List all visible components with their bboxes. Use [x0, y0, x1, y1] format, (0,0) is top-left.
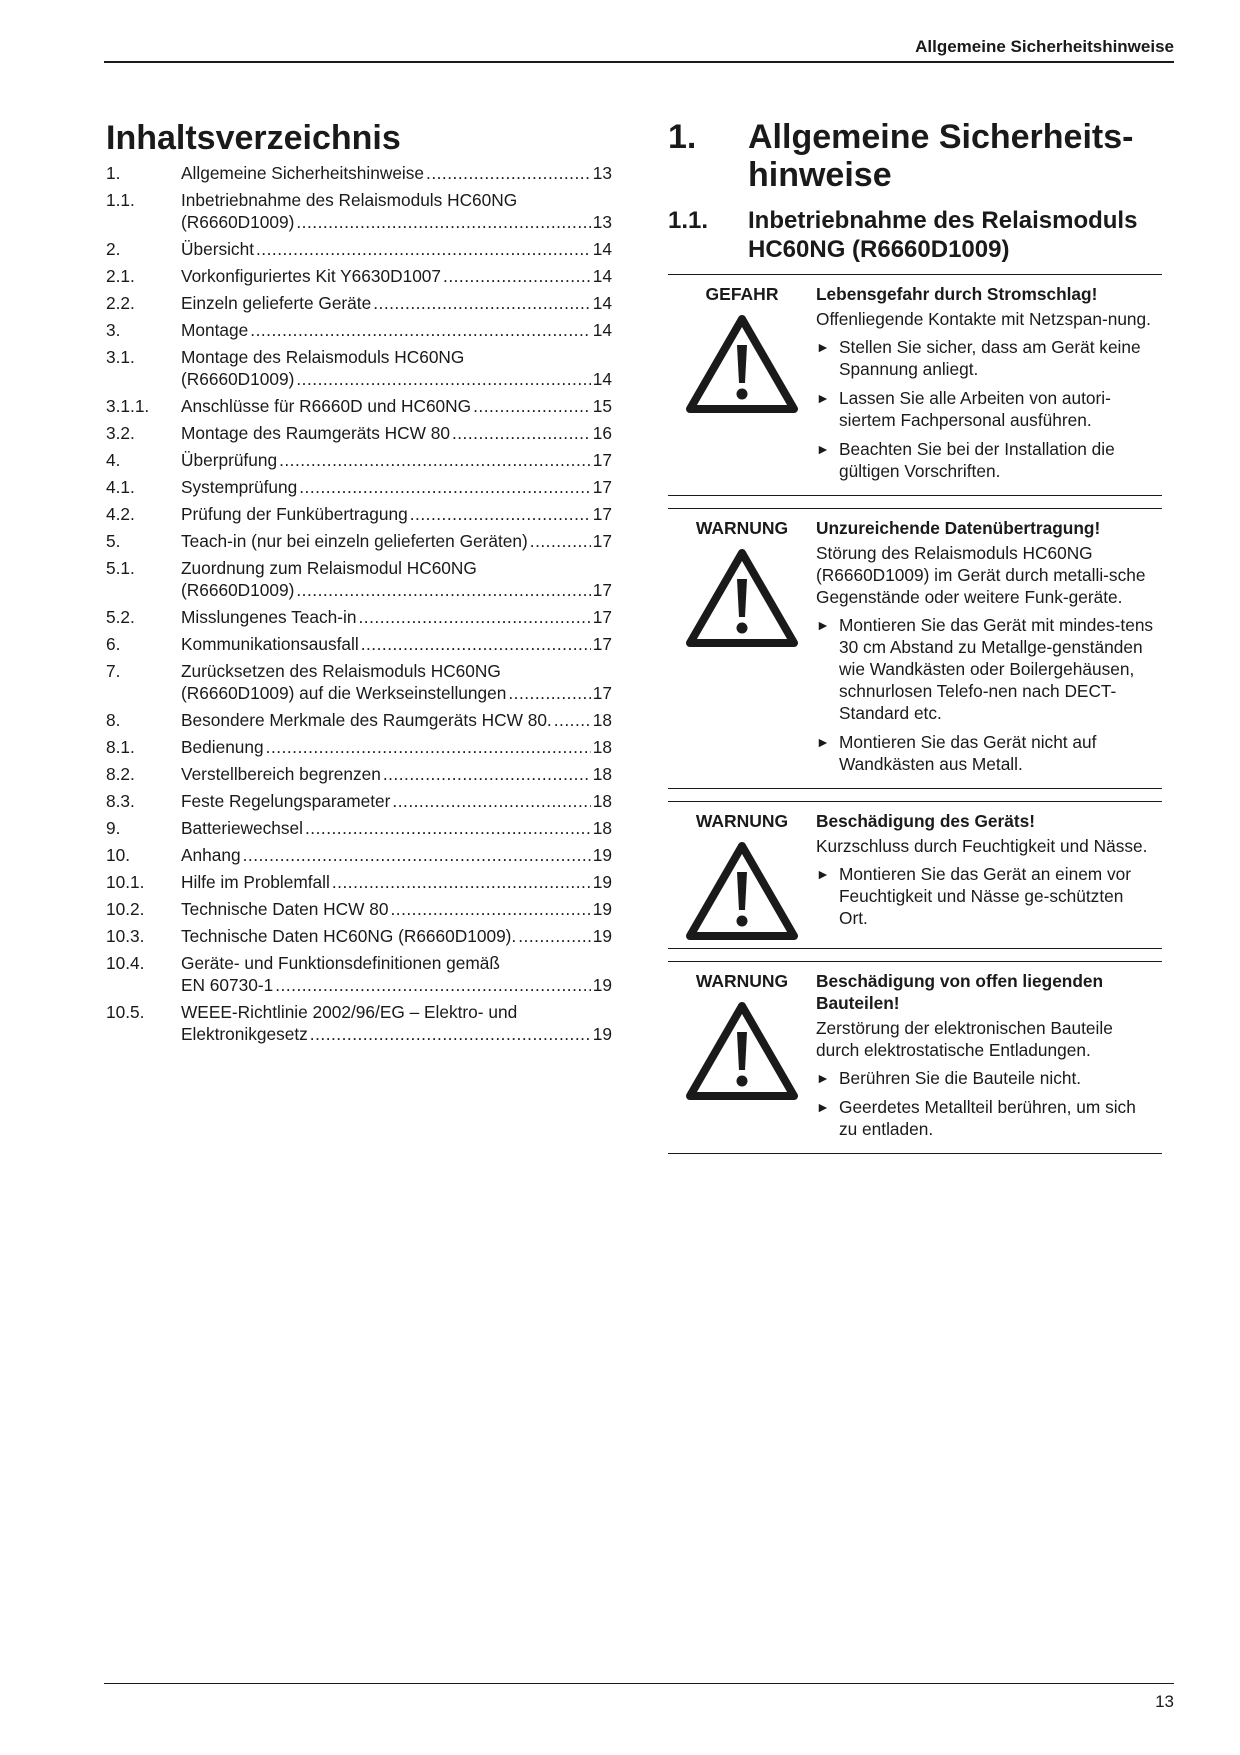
toc-entry-last-line: [181, 925, 612, 947]
toc-dot-leader: [530, 530, 591, 552]
instruction-text: Geerdetes Metallteil berühren, um sich zu entladen.: [839, 1097, 1136, 1139]
arrow-bullet-icon: ►: [816, 617, 830, 633]
warning-triangle-icon: [684, 840, 800, 942]
toc-entry-number: 1.: [106, 163, 121, 183]
toc-entry: [106, 952, 612, 996]
toc-entry-number: 10.5.: [106, 1002, 145, 1022]
toc-entry-title: Elektronikgesetz: [181, 1024, 308, 1044]
toc-entry-number: 3.2.: [106, 423, 135, 443]
running-title: Allgemeine Sicherheitshinweise: [915, 37, 1174, 56]
page-number: 13: [1155, 1692, 1174, 1711]
toc-entry-title: EN 60730-1: [181, 975, 274, 995]
arrow-bullet-icon: ►: [816, 866, 830, 882]
toc-entry-title: Einzeln gelieferte Geräte: [181, 293, 372, 313]
warning-title: Beschädigung des Geräts!: [816, 811, 1035, 831]
toc-entry-page: 17: [592, 580, 612, 600]
toc-dot-leader: [256, 238, 591, 260]
arrow-bullet-icon: ►: [816, 1099, 830, 1115]
subsection-heading: [668, 206, 1162, 264]
toc-entry: [106, 292, 612, 314]
toc-entry-last-line: [181, 503, 612, 525]
instruction-item: [816, 1096, 1154, 1140]
toc-entry-title: Kommunikationsausfall: [181, 634, 359, 654]
toc-entry-title: Feste Regelungsparameter: [181, 791, 391, 811]
toc-entry-last-line: [181, 579, 612, 601]
warning-description: Zerstörung der elektronischen Bauteile durch elektrostatische Entladungen.: [816, 1018, 1113, 1060]
toc-entry-title: Vorkonfiguriertes Kit Y6630D1007: [181, 266, 442, 286]
toc-entry: [106, 844, 612, 866]
toc-entry-title: Technische Daten HCW 80: [181, 899, 389, 919]
warning-signal: [668, 970, 816, 1147]
toc-entry-title: (R6660D1009) auf die Werkseinstellungen: [181, 683, 507, 703]
toc-entry-last-line: [181, 162, 612, 184]
warning-description: Offenliegende Kontakte mit Netzspan-nung.: [816, 309, 1151, 329]
toc-entry-number: 6.: [106, 634, 121, 654]
signal-word: GEFAHR: [705, 284, 779, 304]
toc-entry-last-line: [181, 790, 612, 812]
instruction-text: Beachten Sie bei der Installation die gültigen Vorschriften.: [839, 439, 1115, 481]
warning-instructions: [816, 614, 1154, 775]
toc-entry-title: Bedienung: [181, 737, 264, 757]
toc-entry-number: 4.1.: [106, 477, 135, 497]
warning-triangle-icon: [684, 547, 800, 649]
subsection-title-line1: Inbetriebnahme des Relaismoduls: [748, 207, 1138, 234]
warning-signal: [668, 810, 816, 942]
instruction-text: Montieren Sie das Gerät nicht auf Wandkästen aus Metall.: [839, 732, 1097, 774]
toc-entry-last-line: [181, 974, 612, 996]
toc-list: [106, 162, 612, 1045]
toc-entry-page: 19: [592, 975, 612, 995]
table-of-contents: [106, 118, 612, 1050]
toc-entry-page: 18: [592, 791, 612, 811]
toc-entry-title: Prüfung der Funkübertragung: [181, 504, 408, 524]
toc-entry-title-line: Montage des Relaismoduls HC60NG: [181, 347, 465, 367]
warning-content: [816, 810, 1162, 942]
toc-entry-page: 19: [592, 926, 612, 946]
toc-entry-title: (R6660D1009): [181, 212, 295, 232]
toc-entry-title: Montage: [181, 320, 249, 340]
toc-entry-title: Übersicht: [181, 239, 254, 259]
toc-entry-last-line: [181, 422, 612, 444]
toc-entry-number: 5.: [106, 531, 121, 551]
toc-entry: [106, 319, 612, 341]
toc-entry-title: Allgemeine Sicherheitshinweise: [181, 163, 425, 183]
page-footer-rule: [104, 1683, 1174, 1684]
toc-entry-last-line: [181, 709, 612, 731]
toc-entry-number: 10.3.: [106, 926, 145, 946]
toc-entry: [106, 449, 612, 471]
toc-entry-title: Anhang: [181, 845, 241, 865]
toc-dot-leader: [266, 736, 591, 758]
toc-dot-leader: [518, 925, 591, 947]
toc-entry-last-line: [181, 763, 612, 785]
toc-entry-last-line: [181, 530, 612, 552]
toc-entry-number: 10.: [106, 845, 131, 865]
toc-entry: [106, 898, 612, 920]
toc-entry-last-line: [181, 238, 612, 260]
warning-triangle-icon: [684, 313, 800, 415]
warning-content: [816, 970, 1162, 1147]
toc-dot-leader: [443, 265, 591, 287]
toc-entry-number: 3.1.: [106, 347, 135, 367]
toc-entry-last-line: [181, 606, 612, 628]
toc-entry-last-line: [181, 871, 612, 893]
subsection-title-line2: HC60NG (R6660D1009): [748, 236, 1010, 263]
toc-dot-leader: [279, 449, 591, 471]
toc-dot-leader: [390, 898, 590, 920]
toc-dot-leader: [250, 319, 591, 341]
toc-entry-page: 18: [592, 764, 612, 784]
toc-entry-page: 19: [592, 872, 612, 892]
warning-title: Beschädigung von offen liegenden Bauteilen!: [816, 971, 1104, 1013]
toc-entry-last-line: [181, 368, 612, 390]
toc-entry: [106, 736, 612, 758]
signal-word: WARNUNG: [695, 811, 789, 831]
toc-entry-number: 1.1.: [106, 190, 135, 210]
warning-instructions: [816, 336, 1154, 482]
page-header: [104, 37, 1174, 63]
toc-entry-page: 14: [592, 239, 612, 259]
toc-dot-leader: [383, 763, 591, 785]
toc-entry-last-line: [181, 682, 612, 704]
toc-dot-leader: [296, 579, 590, 601]
toc-entry-title: Montage des Raumgeräts HCW 80: [181, 423, 450, 443]
instruction-text: Berühren Sie die Bauteile nicht.: [839, 1068, 1082, 1088]
toc-entry-title: Hilfe im Problemfall: [181, 872, 330, 892]
toc-entry-number: 4.: [106, 450, 121, 470]
toc-dot-leader: [296, 368, 590, 390]
toc-entry-title-line: Zuordnung zum Relaismodul HC60NG: [181, 558, 477, 578]
toc-entry-page: 17: [592, 477, 612, 497]
instruction-text: Stellen Sie sicher, dass am Gerät keine Spannung anliegt.: [839, 337, 1141, 379]
toc-dot-leader: [305, 817, 591, 839]
warning-box: [668, 274, 1162, 496]
toc-entry: [106, 346, 612, 390]
toc-entry-number: 10.4.: [106, 953, 145, 973]
toc-entry-page: 14: [592, 293, 612, 313]
toc-entry-number: 10.1.: [106, 872, 145, 892]
toc-dot-leader: [275, 974, 591, 996]
arrow-bullet-icon: ►: [816, 734, 830, 750]
toc-entry-last-line: [181, 817, 612, 839]
toc-dot-leader: [332, 871, 591, 893]
arrow-bullet-icon: ►: [816, 339, 830, 355]
toc-entry-number: 8.2.: [106, 764, 135, 784]
warning-instructions: [816, 863, 1154, 929]
toc-dot-leader: [296, 211, 590, 233]
toc-entry-title: Batteriewechsel: [181, 818, 303, 838]
warning-description: Kurzschluss durch Feuchtigkeit und Nässe.: [816, 836, 1148, 856]
toc-entry: [106, 162, 612, 184]
toc-entry-title-line: Zurücksetzen des Relaismoduls HC60NG: [181, 661, 501, 681]
section-number: 1.: [668, 118, 697, 156]
toc-entry-page: 14: [592, 320, 612, 340]
toc-entry-last-line: [181, 898, 612, 920]
signal-word: WARNUNG: [695, 971, 789, 991]
toc-entry-page: 13: [592, 163, 612, 183]
warning-box: [668, 801, 1162, 949]
warning-triangle-icon: [684, 1000, 800, 1102]
toc-entry: [106, 189, 612, 233]
toc-entry-last-line: [181, 265, 612, 287]
warning-title: Lebensgefahr durch Stromschlag!: [816, 284, 1098, 304]
instruction-item: [816, 1067, 1154, 1089]
instruction-item: [816, 731, 1154, 775]
toc-entry-number: 2.: [106, 239, 121, 259]
toc-entry: [106, 817, 612, 839]
toc-entry: [106, 395, 612, 417]
toc-entry-last-line: [181, 844, 612, 866]
toc-entry: [106, 422, 612, 444]
toc-entry-title-line: Inbetriebnahme des Relaismoduls HC60NG: [181, 190, 518, 210]
toc-entry-number: 8.: [106, 710, 121, 730]
section-heading: [668, 118, 1162, 194]
toc-entry-page: 17: [592, 531, 612, 551]
toc-dot-leader: [358, 606, 590, 628]
toc-entry: [106, 238, 612, 260]
toc-entry: [106, 709, 612, 731]
warning-list: [668, 274, 1162, 1154]
warning-signal: [668, 283, 816, 489]
safety-section: [668, 118, 1162, 1154]
warning-content: [816, 283, 1162, 489]
warning-instructions: [816, 1067, 1154, 1140]
toc-entry-page: 18: [592, 818, 612, 838]
instruction-item: [816, 438, 1154, 482]
section-title-line2: hinweise: [748, 156, 892, 194]
toc-entry-last-line: [181, 292, 612, 314]
toc-entry: [106, 557, 612, 601]
signal-word: WARNUNG: [695, 518, 789, 538]
toc-entry-page: 15: [592, 396, 612, 416]
toc-entry: [106, 476, 612, 498]
toc-entry-number: 8.3.: [106, 791, 135, 811]
toc-dot-leader: [452, 422, 591, 444]
toc-entry-page: 19: [592, 845, 612, 865]
toc-entry-page: 13: [592, 212, 612, 232]
toc-entry: [106, 1001, 612, 1045]
toc-entry-number: 8.1.: [106, 737, 135, 757]
toc-entry-number: 5.2.: [106, 607, 135, 627]
toc-entry: [106, 763, 612, 785]
instruction-item: [816, 387, 1154, 431]
instruction-item: [816, 336, 1154, 380]
instruction-item: [816, 863, 1154, 929]
toc-dot-leader: [473, 395, 591, 417]
toc-entry-page: 17: [592, 607, 612, 627]
toc-dot-leader: [554, 709, 591, 731]
subsection-number: 1.1.: [668, 207, 709, 234]
toc-entry-last-line: [181, 736, 612, 758]
toc-entry-number: 4.2.: [106, 504, 135, 524]
toc-entry: [106, 633, 612, 655]
toc-entry-title-line: Geräte- und Funktionsdefinitionen gemäß: [181, 953, 500, 973]
toc-entry-number: 7.: [106, 661, 121, 681]
toc-entry: [106, 660, 612, 704]
toc-dot-leader: [392, 790, 590, 812]
toc-entry-title: Überprüfung: [181, 450, 278, 470]
toc-entry-number: 5.1.: [106, 558, 135, 578]
toc-entry-page: 17: [592, 450, 612, 470]
toc-entry-page: 17: [592, 683, 612, 703]
instruction-text: Montieren Sie das Gerät mit mindes-tens 30 cm Abstand zu Metallge-genständen wie Wandkästen oder Boilergehäusen, schnurlosen Telefo-nen nach DECT-Standard etc.: [839, 615, 1154, 723]
toc-entry-page: 16: [592, 423, 612, 443]
toc-entry-number: 2.2.: [106, 293, 135, 313]
toc-entry-title: Technische Daten HC60NG (R6660D1009).: [181, 926, 517, 946]
toc-entry-page: 18: [592, 737, 612, 757]
warning-content: [816, 517, 1162, 782]
arrow-bullet-icon: ►: [816, 1070, 830, 1086]
toc-entry-number: 9.: [106, 818, 121, 838]
arrow-bullet-icon: ►: [816, 390, 830, 406]
toc-entry-page: 14: [592, 266, 612, 286]
toc-entry-title: (R6660D1009): [181, 369, 295, 389]
toc-entry: [106, 790, 612, 812]
toc-dot-leader: [299, 476, 591, 498]
toc-entry-title-line: WEEE-Richtlinie 2002/96/EG – Elektro- und: [181, 1002, 518, 1022]
instruction-text: Lassen Sie alle Arbeiten von autori-siertem Fachpersonal ausführen.: [839, 388, 1111, 430]
arrow-bullet-icon: ►: [816, 441, 830, 457]
toc-dot-leader: [373, 292, 591, 314]
toc-entry-page: 17: [592, 634, 612, 654]
instruction-item: [816, 614, 1154, 724]
toc-entry: [106, 871, 612, 893]
toc-entry-title: Teach-in (nur bei einzeln gelieferten Geräten): [181, 531, 528, 551]
toc-title: Inhaltsverzeichnis: [106, 119, 401, 157]
toc-entry-page: 19: [592, 899, 612, 919]
toc-entry-title: Verstellbereich begrenzen: [181, 764, 381, 784]
toc-dot-leader: [410, 503, 591, 525]
toc-entry-page: 19: [592, 1024, 612, 1044]
toc-entry-number: 2.1.: [106, 266, 135, 286]
toc-entry: [106, 503, 612, 525]
toc-entry-title: Misslungenes Teach-in: [181, 607, 357, 627]
toc-dot-leader: [361, 633, 591, 655]
toc-entry-title: Besondere Merkmale des Raumgeräts HCW 80.: [181, 710, 552, 730]
warning-box: [668, 961, 1162, 1154]
toc-entry-title: Anschlüsse für R6660D und HC60NG: [181, 396, 472, 416]
warning-signal: [668, 517, 816, 782]
toc-dot-leader: [508, 682, 590, 704]
toc-entry-last-line: [181, 1023, 612, 1045]
instruction-text: Montieren Sie das Gerät an einem vor Feuchtigkeit und Nässe ge-schützten Ort.: [839, 864, 1132, 928]
warning-description: Störung des Relaismoduls HC60NG (R6660D1009) im Gerät durch metalli-sche Gegenstände oder weitere Funk-geräte.: [816, 543, 1146, 607]
toc-dot-leader: [310, 1023, 591, 1045]
toc-entry-number: 3.1.1.: [106, 396, 150, 416]
toc-entry: [106, 265, 612, 287]
toc-entry-last-line: [181, 633, 612, 655]
toc-entry-title: Systemprüfung: [181, 477, 298, 497]
section-title-line1: Allgemeine Sicherheits-: [748, 118, 1134, 156]
toc-entry-last-line: [181, 449, 612, 471]
warning-title: Unzureichende Datenübertragung!: [816, 518, 1101, 538]
toc-entry: [106, 925, 612, 947]
toc-dot-leader: [243, 844, 591, 866]
toc-entry-number: 10.2.: [106, 899, 145, 919]
toc-entry-last-line: [181, 395, 612, 417]
toc-entry-last-line: [181, 211, 612, 233]
toc-entry-number: 3.: [106, 320, 121, 340]
toc-entry-page: 17: [592, 504, 612, 524]
toc-entry-last-line: [181, 319, 612, 341]
toc-entry: [106, 606, 612, 628]
toc-entry-page: 14: [592, 369, 612, 389]
toc-entry-page: 18: [592, 710, 612, 730]
toc-entry-title: (R6660D1009): [181, 580, 295, 600]
warning-box: [668, 508, 1162, 789]
toc-entry-last-line: [181, 476, 612, 498]
toc-dot-leader: [426, 162, 591, 184]
toc-entry: [106, 530, 612, 552]
